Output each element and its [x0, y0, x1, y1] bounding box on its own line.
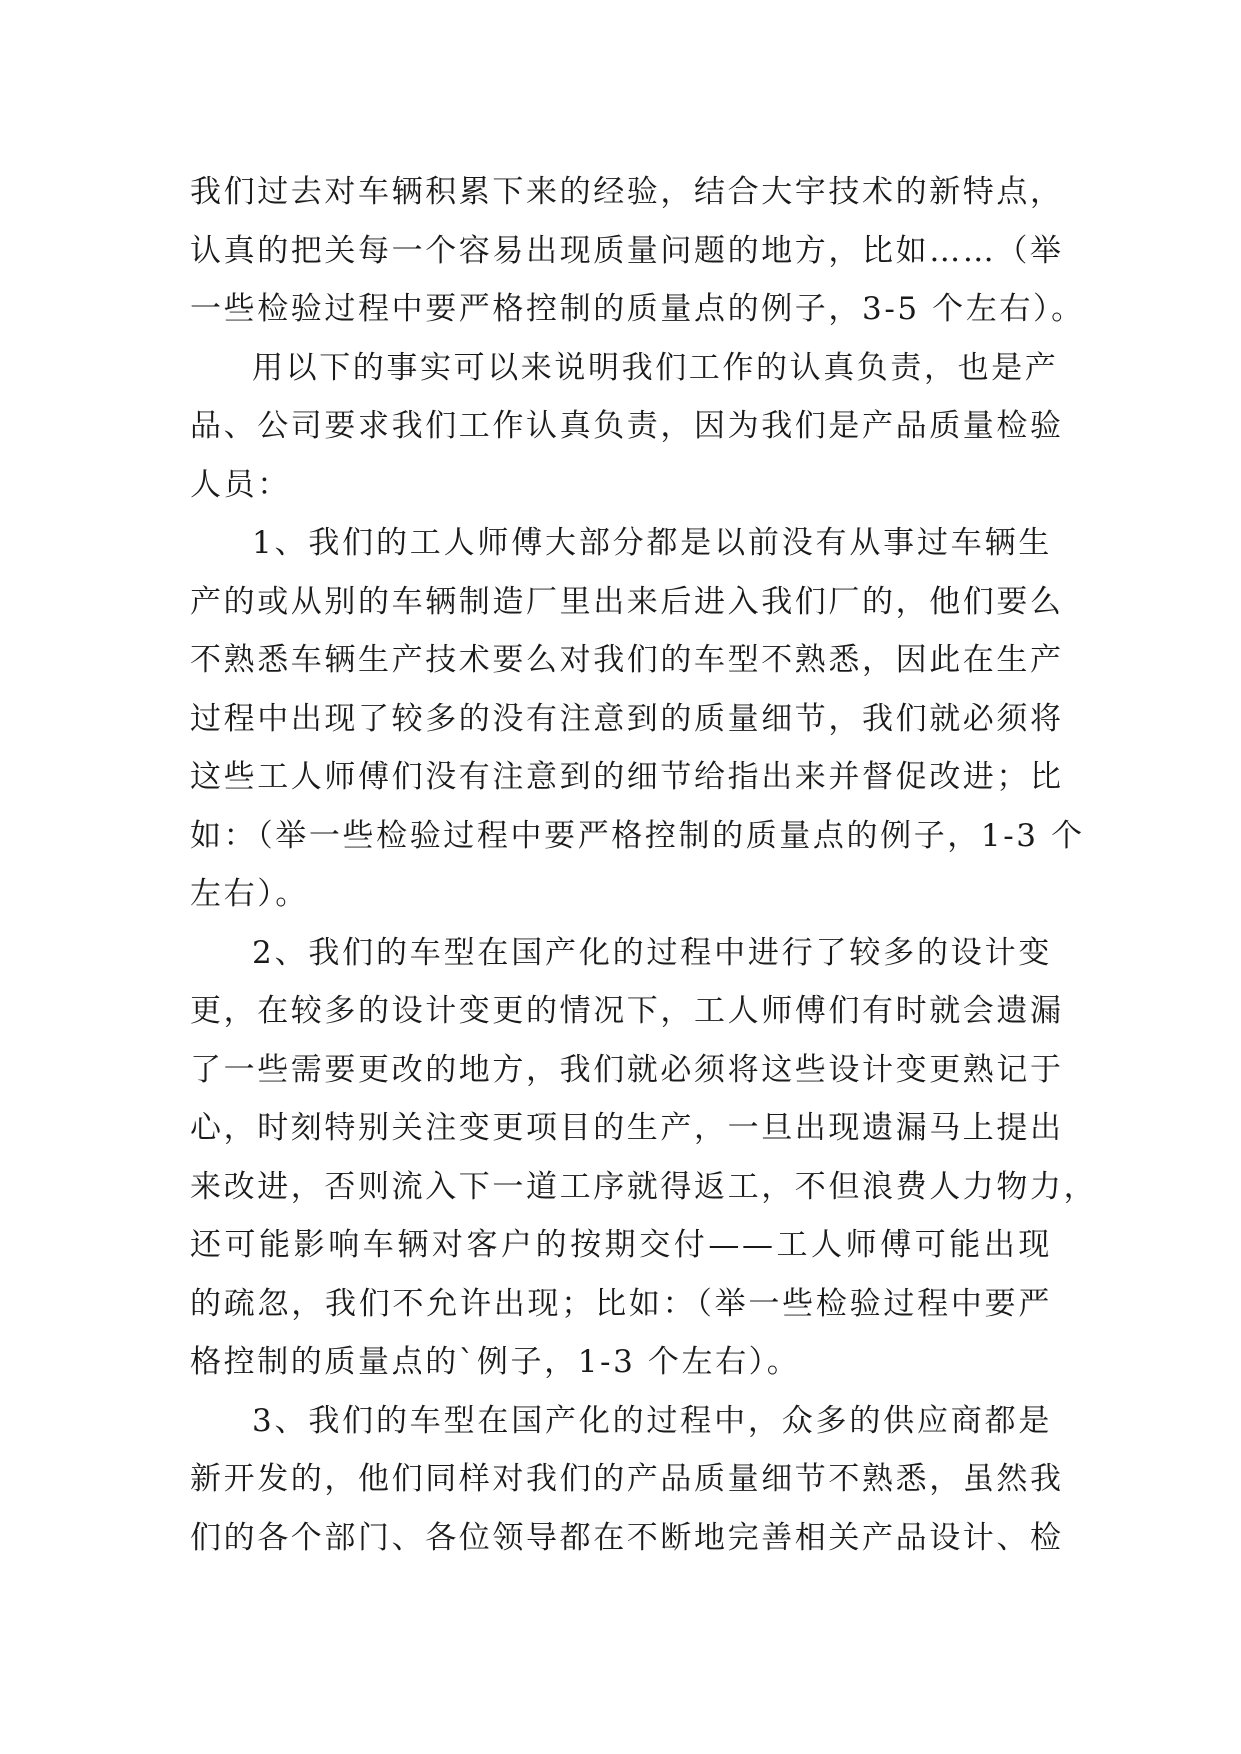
text-line: 人员：: [190, 466, 291, 503]
text-line: 认真的把关每一个容易出现质量问题的地方，比如……（举: [190, 232, 1064, 269]
text-line: 我们过去对车辆积累下来的经验，结合大宇技术的新特点，: [190, 174, 1064, 210]
text-line: 用以下的事实可以来说明我们工作的认真负责，也是产: [252, 349, 1059, 386]
text-line: 1、我们的工人师傅大部分都是以前没有从事过车辆生: [252, 525, 1052, 561]
text-line: 产的或从别的车辆制造厂里出来后进入我们厂的，他们要么: [190, 583, 1064, 620]
document-body: [190, 163, 1098, 1567]
text-line: 的疏忽，我们不允许出现；比如：（举一些检验过程中要严: [190, 1285, 1052, 1322]
text-line: 不熟悉车辆生产技术要么对我们的车型不熟悉，因此在生产: [190, 642, 1064, 678]
text-line: 了一些需要更改的地方，我们就必须将这些设计变更熟记于: [190, 1051, 1064, 1088]
text-line: 格控制的质量点的`例子，1-3 个左右）。: [190, 1344, 801, 1380]
text-line: 更，在较多的设计变更的情况下，工人师傅们有时就会遗漏: [190, 993, 1064, 1029]
text-line: 这些工人师傅们没有注意到的细节给指出来并督促改进；比: [190, 759, 1064, 795]
text-line: 新开发的，他们同样对我们的产品质量细节不熟悉，虽然我: [190, 1461, 1064, 1497]
text-line: 品、公司要求我们工作认真负责，因为我们是产品质量检验: [190, 408, 1064, 444]
text-line: 一些检验过程中要严格控制的质量点的例子，3-5 个左右）。: [190, 291, 1085, 327]
text-line: 如：（举一些检验过程中要严格控制的质量点的例子，1-3 个: [190, 817, 1085, 854]
text-line: 过程中出现了较多的没有注意到的质量细节，我们就必须将: [190, 700, 1064, 737]
text-line: 还可能影响车辆对客户的按期交付——工人师傅可能出现: [190, 1227, 1052, 1263]
text-line: 2、我们的车型在国产化的过程中进行了较多的设计变: [252, 934, 1052, 971]
text-line: 来改进，否则流入下一道工序就得返工，不但浪费人力物力，: [190, 1168, 1098, 1205]
text-line: 们的各个部门、各位领导都在不断地完善相关产品设计、检: [190, 1519, 1064, 1556]
text-line: 心，时刻特别关注变更项目的生产，一旦出现遗漏马上提出: [190, 1110, 1064, 1146]
text-line: 左右）。: [190, 876, 309, 912]
text-line: 3、我们的车型在国产化的过程中，众多的供应商都是: [252, 1402, 1052, 1439]
